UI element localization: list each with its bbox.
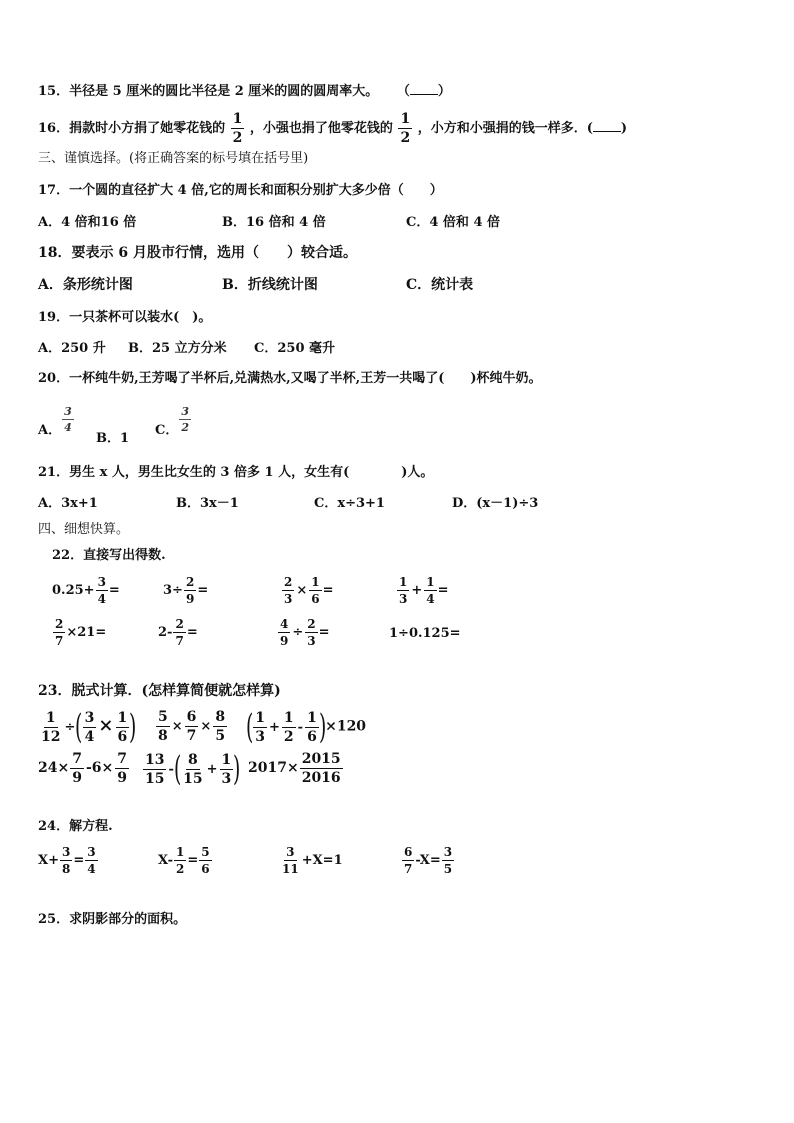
fraction: $\frac{3}{4}$ [87, 845, 96, 876]
fraction: $\frac{2015}{2016}$ [301, 751, 341, 786]
fraction: $\frac{1}{12}$ [41, 709, 61, 745]
answer-blank[interactable] [410, 84, 438, 95]
expr-23-5: $\frac{13}{15}$ -( $\frac{8}{15}$ + $\frac{1}{3}$ ) [145, 749, 241, 789]
section-3-heading: 三、谨慎选择。(将正确答案的标号填在括号里) [38, 151, 309, 166]
expr-22-1: 0.25+ $\frac{3}{4}$ = [52, 575, 120, 606]
fraction: $\frac{4}{9}$ [280, 617, 289, 648]
section-4-heading: 四、细想快算。 [38, 522, 130, 537]
question-19: 19．一只茶杯可以装水( )。 [38, 310, 212, 325]
option-19-c[interactable]: C．250 毫升 [254, 341, 336, 356]
question-15-text: 15．半径是 5 厘米的圆比半径是 2 厘米的圆的圆周率大。 [38, 84, 379, 99]
question-16: 16．捐款时小方捐了她零花钱的 $\frac{1}{2}$ ，小强也捐了他零花钱的 $\frac{1}{2}$ ，小方和小强捐的钱一样多．( ) [38, 111, 628, 146]
fraction: $\frac{3}{4}$ [84, 709, 95, 745]
option-17-b[interactable]: B．16 倍和 4 倍 [222, 215, 326, 230]
fraction: $\frac{2}{3}$ [284, 575, 293, 606]
expr-23-4: 24× $\frac{7}{9}$ -6× $\frac{7}{9}$ [38, 751, 128, 786]
option-19-b[interactable]: B．25 立方分米 [128, 341, 227, 356]
fraction: $\frac{5}{8}$ [158, 709, 168, 744]
fraction: $\frac{3}{11}$ [282, 845, 299, 876]
fraction: $\frac{1}{2}$ [232, 111, 243, 146]
fraction: $\frac{1}{4}$ [426, 575, 435, 606]
expr-23-2: $\frac{5}{8}$ × $\frac{6}{7}$ × $\frac{8}{5}$ [158, 709, 226, 744]
option-19-a[interactable]: A．250 升 [38, 341, 106, 356]
option-21-d[interactable]: D．(x－1)÷3 [452, 496, 539, 511]
question-15: 15．半径是 5 厘米的圆比半径是 2 厘米的圆的圆周率大。 （ ） [38, 84, 451, 99]
fraction: $\frac{2}{7}$ [175, 617, 184, 648]
fraction: $\frac{13}{15}$ [145, 751, 165, 787]
question-25: 25．求阴影部分的面积。 [38, 912, 187, 927]
expr-23-3: ( $\frac{1}{3}$ + $\frac{1}{2}$ - $\frac{1}{6}$ )×120 [245, 707, 367, 747]
option-17-c[interactable]: C．4 倍和 4 倍 [406, 215, 501, 230]
option-21-a[interactable]: A．3x+1 [38, 496, 98, 511]
fraction: $\frac{8}{15}$ [183, 751, 203, 787]
option-18-c[interactable]: C．统计表 [406, 277, 474, 293]
option-18-b[interactable]: B．折线统计图 [222, 277, 318, 293]
expr-23-6: 2017× $\frac{2015}{2016}$ [248, 751, 341, 786]
fraction: $\frac{2}{7}$ [55, 617, 64, 648]
expr-22-4: $\frac{1}{3}$ + $\frac{1}{4}$ = [399, 575, 449, 606]
question-21: 21．男生 x 人，男生比女生的 3 倍多 1 人，女生有( )人。 [38, 465, 434, 480]
fraction: $\frac{1}{2}$ [283, 709, 294, 745]
question-24: 24．解方程. [38, 819, 113, 834]
expr-22-7: $\frac{4}{9}$ ÷ $\frac{2}{3}$ = [280, 617, 330, 648]
fraction: $\frac{7}{9}$ [117, 751, 128, 786]
fraction: $\frac{3}{4}$ [64, 405, 72, 434]
option-18-a[interactable]: A．条形统计图 [38, 277, 133, 293]
fraction: $\frac{1}{3}$ [255, 709, 266, 745]
option-21-b[interactable]: B．3x－1 [176, 496, 239, 511]
option-20-c[interactable]: C． $\frac{3}{2}$ [155, 405, 190, 438]
fraction: $\frac{1}{6}$ [307, 709, 317, 745]
expr-22-3: $\frac{2}{3}$ × $\frac{1}{6}$ = [284, 575, 334, 606]
equation-24-1: X+ $\frac{3}{8}$ = $\frac{3}{4}$ [38, 845, 96, 876]
equation-24-3: $\frac{3}{11}$ +X=1 [282, 845, 343, 876]
equation-24-4: $\frac{6}{7}$ -X= $\frac{3}{5}$ [404, 845, 453, 876]
expr-22-8: 1÷0.125= [389, 626, 461, 641]
answer-blank[interactable] [593, 121, 621, 132]
fraction: $\frac{7}{9}$ [72, 751, 82, 786]
option-20-a[interactable]: A． $\frac{3}{4}$ [38, 405, 72, 438]
fraction: $\frac{5}{6}$ [201, 845, 210, 876]
option-20-b[interactable]: B．1 [96, 431, 130, 446]
fraction: $\frac{1}{6}$ [117, 709, 128, 745]
fraction: $\frac{1}{2}$ [400, 111, 411, 146]
fraction: $\frac{2}{9}$ [185, 575, 195, 606]
fraction: $\frac{3}{4}$ [97, 575, 106, 606]
fraction: $\frac{3}{8}$ [61, 845, 71, 876]
fraction: $\frac{1}{3}$ [221, 751, 232, 787]
expr-23-1: $\frac{1}{12}$ ÷( $\frac{3}{4}$ × $\frac{1}{6}$ ) [41, 707, 137, 747]
fraction: $\frac{2}{3}$ [307, 617, 316, 648]
fraction: $\frac{6}{7}$ [186, 709, 197, 744]
question-18: 18．要表示 6 月股市行情，选用（ ）较合适。 [38, 245, 357, 261]
question-22: 22．直接写出得数. [52, 548, 166, 563]
equation-24-2: X- $\frac{1}{2}$ = $\frac{5}{6}$ [158, 845, 210, 876]
expr-22-2: 3÷ $\frac{2}{9}$ = [163, 575, 209, 606]
expr-22-6: 2- $\frac{2}{7}$ = [158, 617, 198, 648]
question-20: 20．一杯纯牛奶,王芳喝了半杯后,兑满热水,又喝了半杯,王芳一共喝了( )杯纯牛奶。 [38, 371, 542, 386]
fraction: $\frac{3}{2}$ [181, 405, 190, 434]
fraction: $\frac{1}{3}$ [399, 575, 408, 606]
option-21-c[interactable]: C．x÷3+1 [314, 496, 385, 511]
fraction: $\frac{1}{2}$ [176, 845, 185, 876]
option-17-a[interactable]: A．4 倍和16 倍 [38, 215, 137, 230]
fraction: $\frac{3}{5}$ [443, 845, 453, 876]
question-17: 17．一个圆的直径扩大 4 倍,它的周长和面积分别扩大多少倍（ ） [38, 183, 443, 198]
expr-22-5: $\frac{2}{7}$ ×21= [55, 617, 107, 648]
question-23: 23．脱式计算．(怎样算简便就怎样算) [38, 683, 281, 699]
fraction: $\frac{8}{5}$ [215, 709, 226, 744]
fraction: $\frac{6}{7}$ [404, 845, 413, 876]
fraction: $\frac{1}{6}$ [311, 575, 320, 606]
